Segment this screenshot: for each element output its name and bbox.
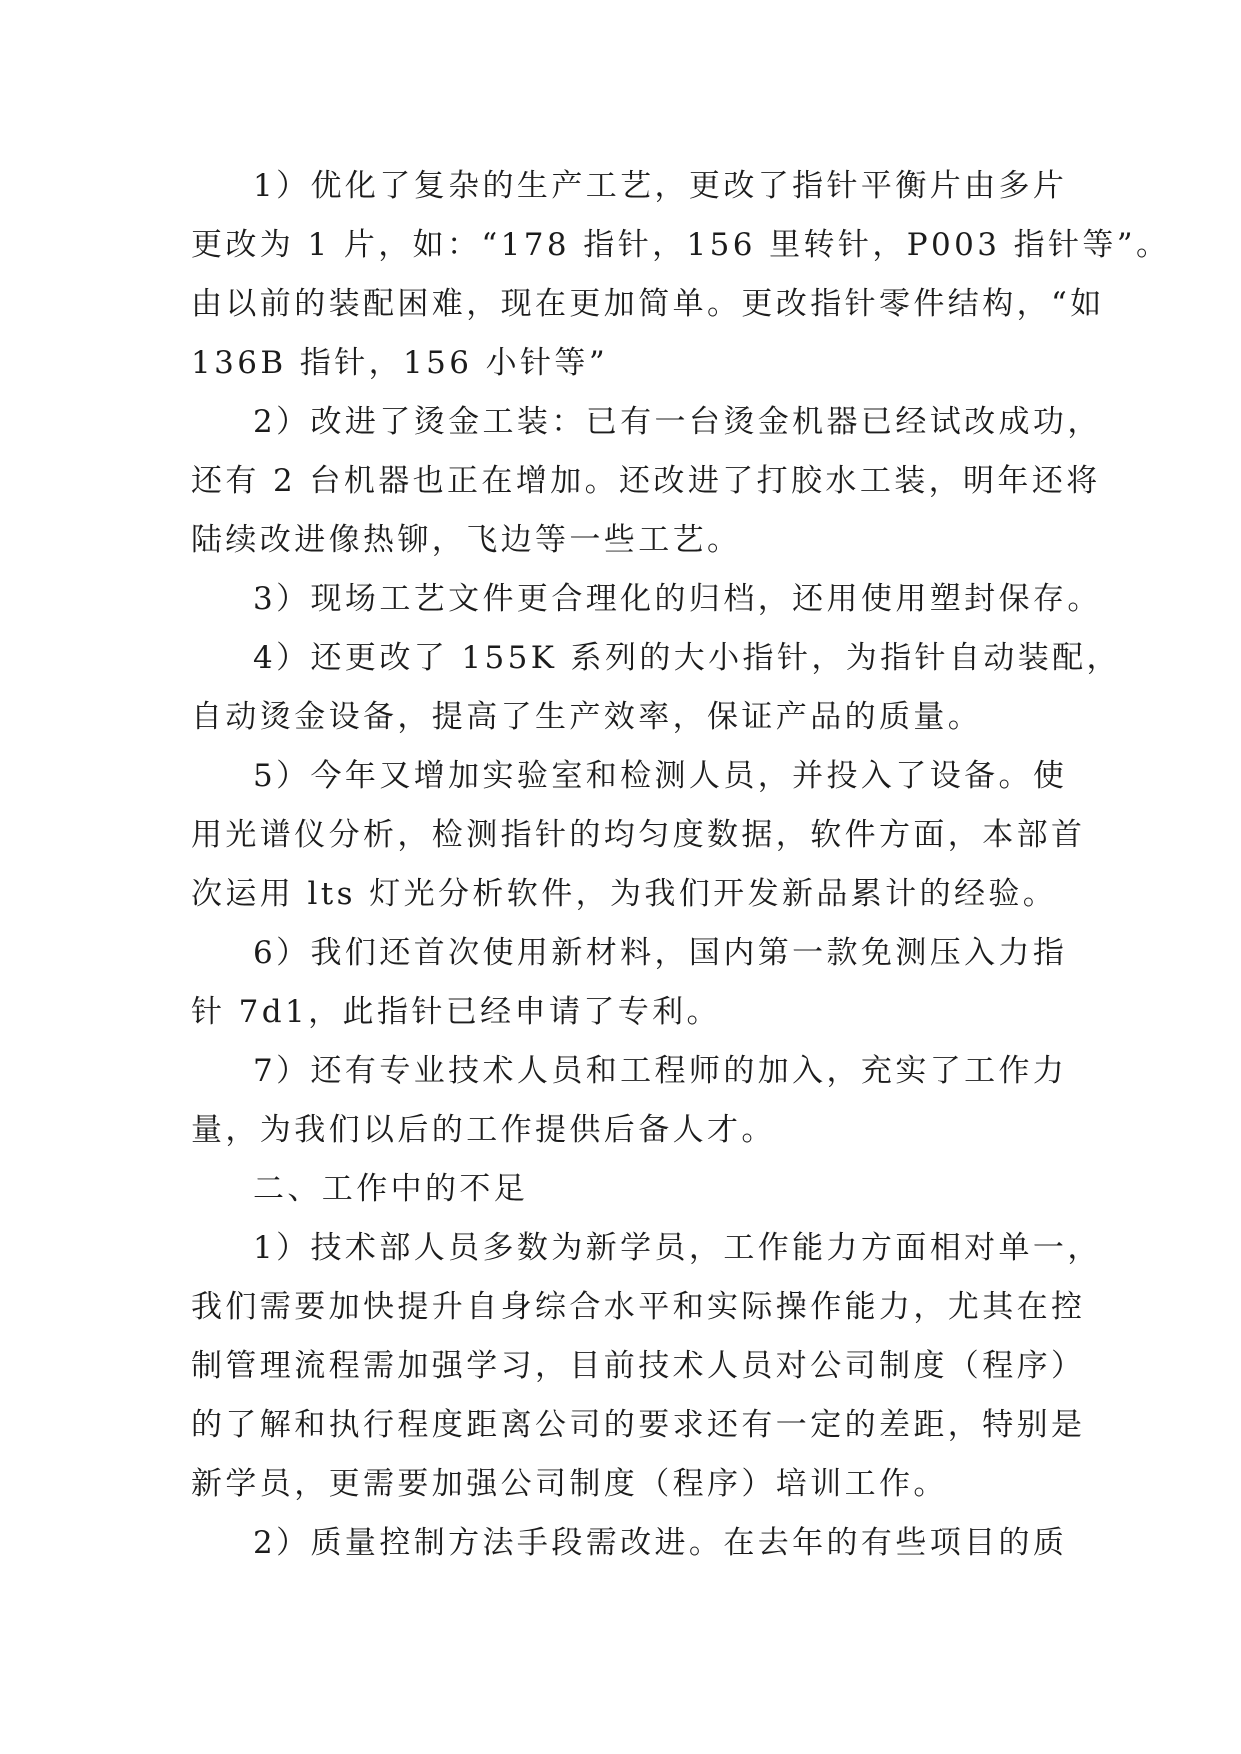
paragraph-line: 次运用 lts 灯光分析软件，为我们开发新品累计的经验。 (191, 876, 1058, 912)
paragraph-line: 4）还更改了 155K 系列的大小指针，为指针自动装配， (253, 640, 1121, 676)
paragraph-line: 用光谱仪分析，检测指针的均匀度数据，软件方面，本部首 (191, 817, 1086, 853)
paragraph-line: 我们需要加快提升自身综合水平和实际操作能力，尤其在控 (191, 1289, 1086, 1325)
paragraph-line: 6）我们还首次使用新材料，国内第一款免测压入力指 (253, 935, 1068, 971)
paragraph-line: 陆续改进像热铆，飞边等一些工艺。 (191, 522, 742, 558)
paragraph-line: 5）今年又增加实验室和检测人员，并投入了设备。使 (253, 758, 1068, 794)
section-heading: 二、工作中的不足 (253, 1171, 529, 1207)
paragraph-line: 的了解和执行程度距离公司的要求还有一定的差距，特别是 (191, 1407, 1086, 1443)
paragraph-line: 3）现场工艺文件更合理化的归档，还用使用塑封保存。 (253, 581, 1102, 617)
paragraph-line: 1）技术部人员多数为新学员，工作能力方面相对单一， (253, 1230, 1102, 1266)
paragraph-line: 136B 指针，156 小针等” (191, 345, 609, 381)
paragraph-line: 新学员，更需要加强公司制度（程序）培训工作。 (191, 1466, 948, 1502)
paragraph-line: 自动烫金设备，提高了生产效率，保证产品的质量。 (191, 699, 983, 735)
paragraph-line: 量，为我们以后的工作提供后备人才。 (191, 1112, 776, 1148)
paragraph-line: 7）还有专业技术人员和工程师的加入，充实了工作力 (253, 1053, 1068, 1089)
paragraph-line: 由以前的装配困难，现在更加简单。更改指针零件结构，“如 (191, 286, 1105, 322)
paragraph-line: 更改为 1 片，如：“178 指针，156 里转针，P003 指针等”。 (191, 227, 1171, 263)
paragraph-line: 2）改进了烫金工装：已有一台烫金机器已经试改成功， (253, 404, 1102, 440)
paragraph-line: 1）优化了复杂的生产工艺，更改了指针平衡片由多片 (253, 168, 1068, 204)
paragraph-line: 针 7d1，此指针已经申请了专利。 (191, 994, 721, 1030)
paragraph-line: 2）质量控制方法手段需改进。在去年的有些项目的质 (253, 1525, 1068, 1561)
paragraph-line: 制管理流程需加强学习，目前技术人员对公司制度（程序） (191, 1348, 1086, 1384)
paragraph-line: 还有 2 台机器也正在增加。还改进了打胶水工装，明年还将 (191, 463, 1101, 499)
